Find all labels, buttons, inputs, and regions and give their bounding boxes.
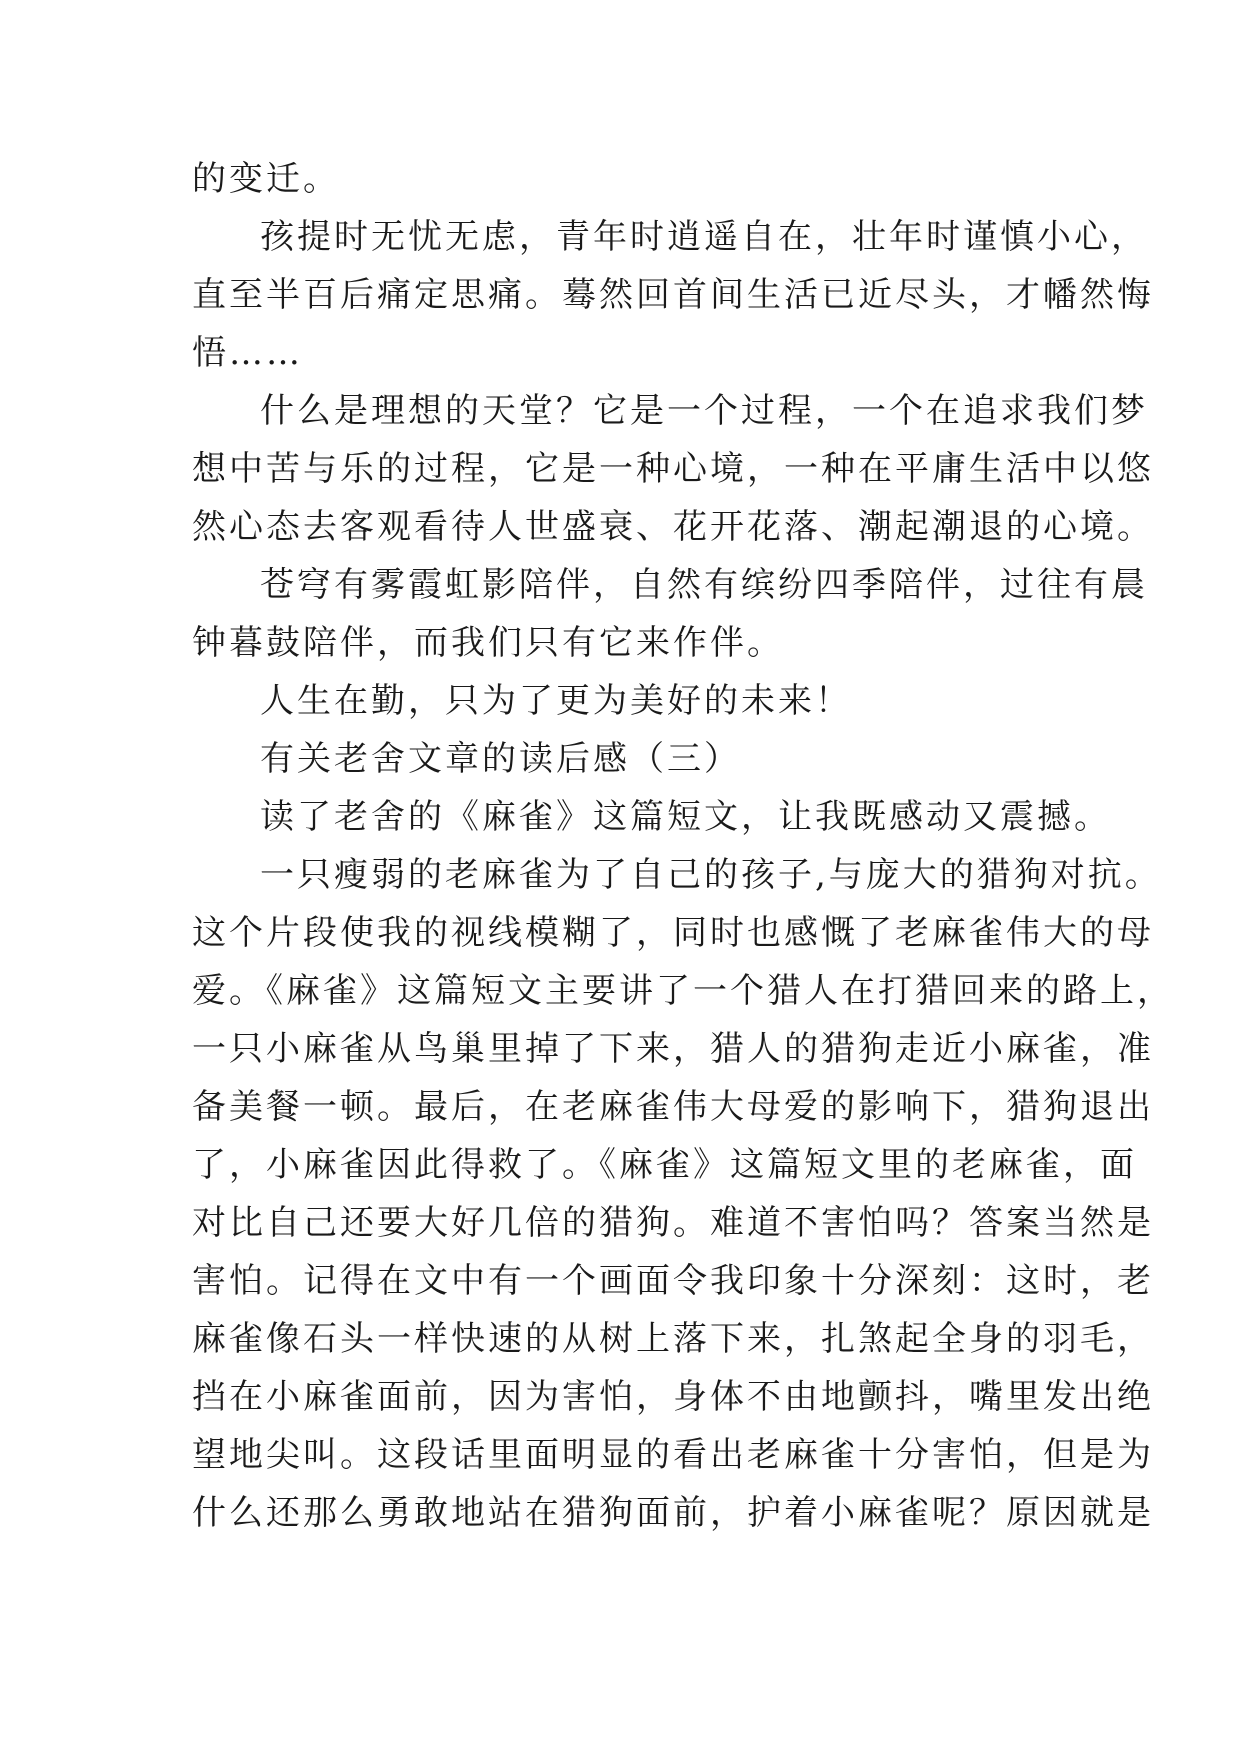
text-line: 想中苦与乐的过程，它是一种心境，一种在平庸生活中以悠	[192, 449, 1154, 489]
text-line: 有关老舍文章的读后感（三）	[260, 739, 741, 779]
text-line: 钟暮鼓陪伴，而我们只有它来作伴。	[192, 623, 784, 663]
text-line: 直至半百后痛定思痛。蓦然回首间生活已近尽头，才幡然悔	[192, 275, 1154, 315]
text-line: 爱。《麻雀》这篇短文主要讲了一个猎人在打猎回来的路上，	[192, 971, 1174, 1011]
text-line: 害怕。记得在文中有一个画面令我印象十分深刻：这时，老	[192, 1261, 1154, 1301]
document-body	[192, 150, 1174, 1542]
text-line: 挡在小麻雀面前，因为害怕，身体不由地颤抖，嘴里发出绝	[192, 1377, 1154, 1417]
text-line: 的变迁。	[192, 159, 340, 199]
text-line: 一只小麻雀从鸟巢里掉了下来，猎人的猎狗走近小麻雀，准	[192, 1029, 1154, 1069]
text-line: 孩提时无忧无虑，青年时逍遥自在，壮年时谨慎小心，	[260, 217, 1148, 257]
text-line: 这个片段使我的视线模糊了，同时也感慨了老麻雀伟大的母	[192, 913, 1154, 953]
text-line: 苍穹有雾霞虹影陪伴，自然有缤纷四季陪伴，过往有晨	[260, 565, 1148, 605]
text-line: 备美餐一顿。最后，在老麻雀伟大母爱的影响下，猎狗退出	[192, 1087, 1154, 1127]
text-line: 望地尖叫。这段话里面明显的看出老麻雀十分害怕，但是为	[192, 1435, 1154, 1475]
text-line: 然心态去客观看待人世盛衰、花开花落、潮起潮退的心境。	[192, 507, 1154, 547]
text-line: 悟……	[192, 333, 303, 373]
text-line: 读了老舍的《麻雀》这篇短文，让我既感动又震撼。	[260, 797, 1111, 837]
text-line: 什么还那么勇敢地站在猎狗面前，护着小麻雀呢？原因就是	[192, 1493, 1154, 1533]
text-line: 了，小麻雀因此得救了。《麻雀》这篇短文里的老麻雀，面	[192, 1145, 1137, 1185]
text-line: 一只瘦弱的老麻雀为了自己的孩子,与庞大的猎狗对抗。	[260, 855, 1162, 895]
text-line: 麻雀像石头一样快速的从树上落下来，扎煞起全身的羽毛，	[192, 1319, 1154, 1359]
text-line: 对比自己还要大好几倍的猎狗。难道不害怕吗？答案当然是	[192, 1203, 1154, 1243]
text-line: 人生在勤，只为了更为美好的未来！	[260, 681, 852, 721]
text-line: 什么是理想的天堂？它是一个过程，一个在追求我们梦	[260, 391, 1148, 431]
